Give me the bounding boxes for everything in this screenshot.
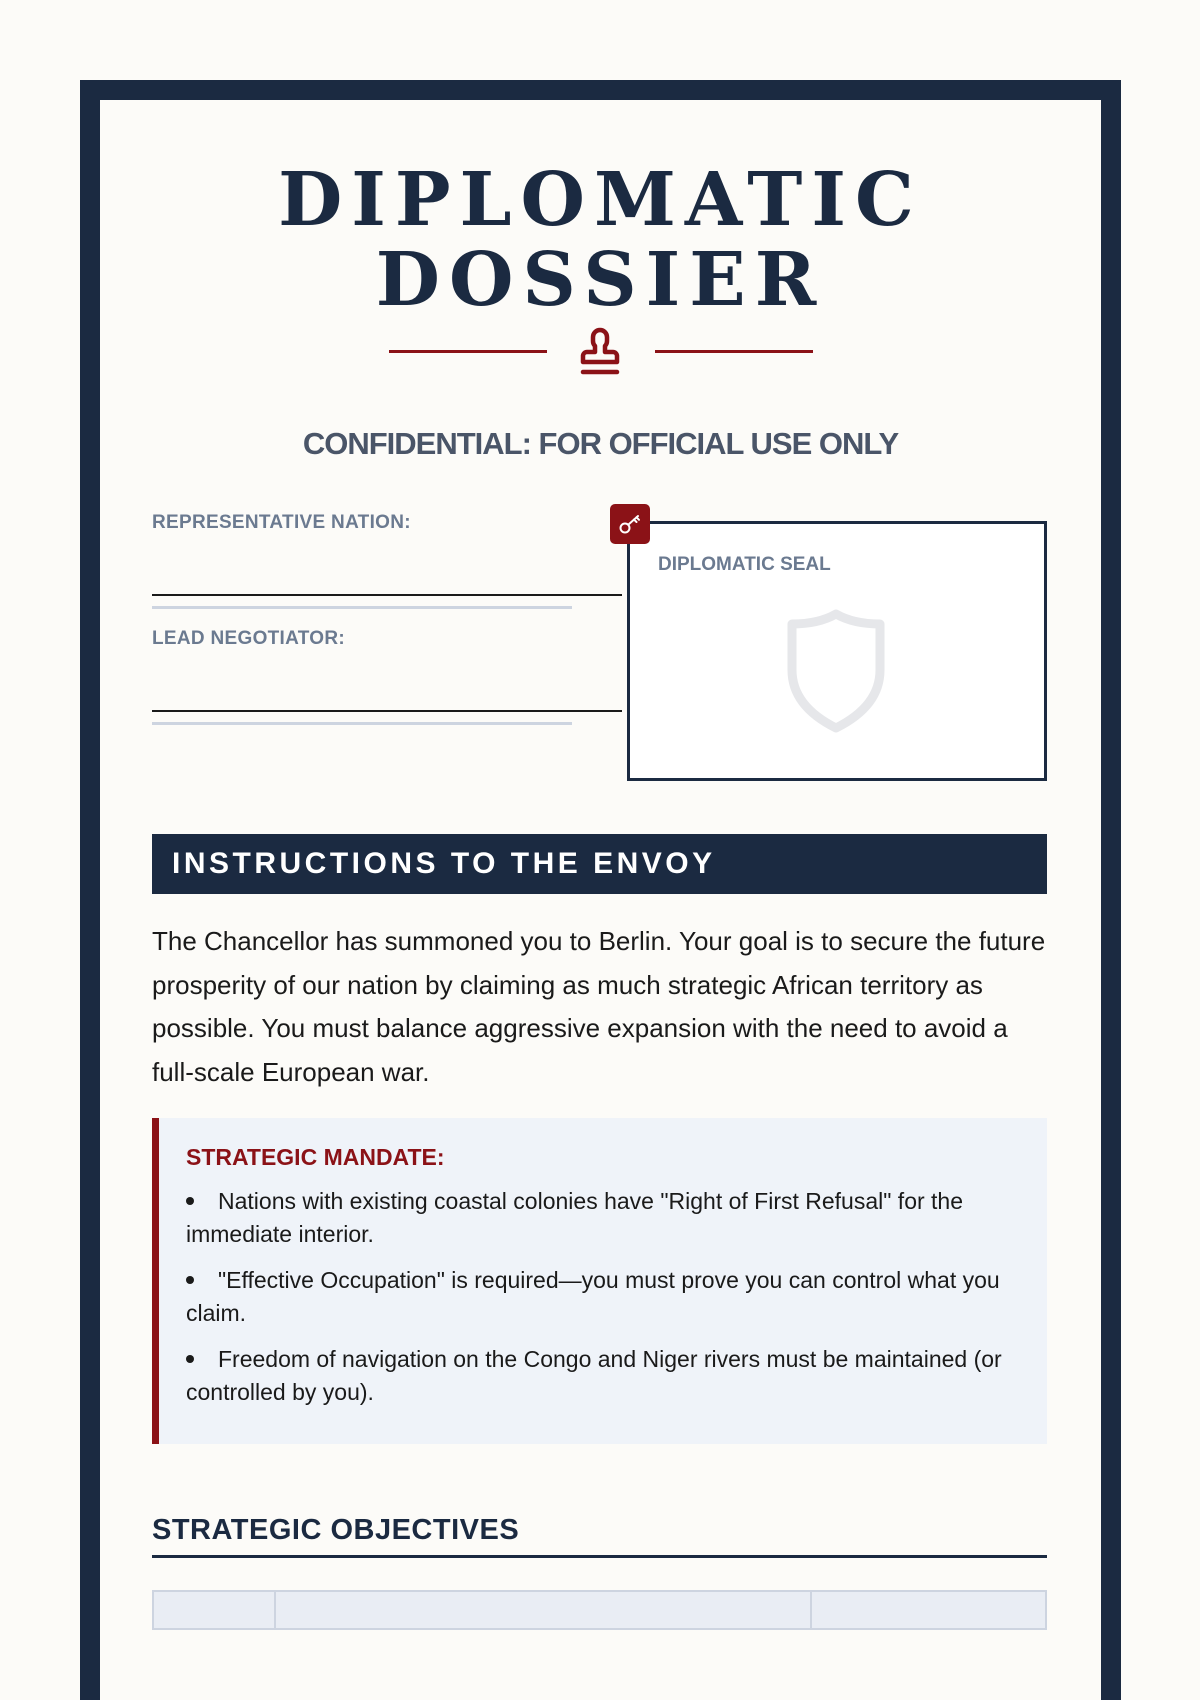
list-item <box>186 1343 1019 1409</box>
diplomatic-seal-box[interactable] <box>627 521 1047 781</box>
list-item <box>186 1185 1019 1251</box>
nation-label: REPRESENTATIVE NATION: <box>152 512 411 533</box>
table-column-divider <box>274 1592 276 1628</box>
confidential-subtitle: CONFIDENTIAL: FOR OFFICIAL USE ONLY <box>302 426 899 461</box>
instructions-body: The Chancellor has summoned you to Berlin. Your goal is to secure the future prosperity of our nation by claiming as much strategic African territory as possible. You must balance aggressive expansion with the need to avoid a full-scale European war. <box>152 926 1046 1087</box>
negotiator-input-line[interactable] <box>152 710 622 712</box>
mandate-item-text: Freedom of navigation on the Congo and Niger rivers must be maintained (or controlled by you). <box>186 1346 1002 1405</box>
bullet-icon <box>186 1197 194 1205</box>
bullet-icon <box>186 1276 194 1284</box>
mandate-title: STRATEGIC MANDATE: <box>186 1144 445 1170</box>
objectives-table <box>152 1590 1047 1630</box>
strategic-mandate-panel <box>152 1118 1047 1444</box>
stamp-icon <box>576 326 624 378</box>
shield-icon <box>784 608 888 734</box>
seal-label: DIPLOMATIC SEAL <box>658 554 831 575</box>
bullet-icon <box>186 1355 194 1363</box>
list-item <box>186 1264 1019 1330</box>
title-line-2: DOSSIER <box>375 237 826 323</box>
nation-underline <box>152 606 572 609</box>
title-divider <box>100 324 1101 380</box>
negotiator-underline <box>152 722 572 725</box>
mandate-list <box>186 1185 1019 1409</box>
negotiator-label: LEAD NEGOTIATOR: <box>152 628 346 649</box>
mandate-item-text: "Effective Occupation" is required—you must prove you can control what you claim. <box>186 1267 1000 1326</box>
document-title <box>100 157 1101 323</box>
key-icon <box>618 512 642 536</box>
divider-line-left <box>389 350 547 353</box>
instructions-heading: INSTRUCTIONS TO THE ENVOY <box>152 834 1047 894</box>
mandate-item-text: Nations with existing coastal colonies have "Right of First Refusal" for the immediate interior. <box>186 1188 964 1247</box>
divider-line-right <box>655 350 813 353</box>
nation-input-line[interactable] <box>152 594 622 596</box>
key-badge <box>610 504 650 544</box>
dossier-frame <box>80 80 1121 1700</box>
table-column-divider <box>810 1592 812 1628</box>
title-line-1: DIPLOMATIC <box>278 157 923 243</box>
objectives-heading: STRATEGIC OBJECTIVES <box>152 1514 1047 1558</box>
